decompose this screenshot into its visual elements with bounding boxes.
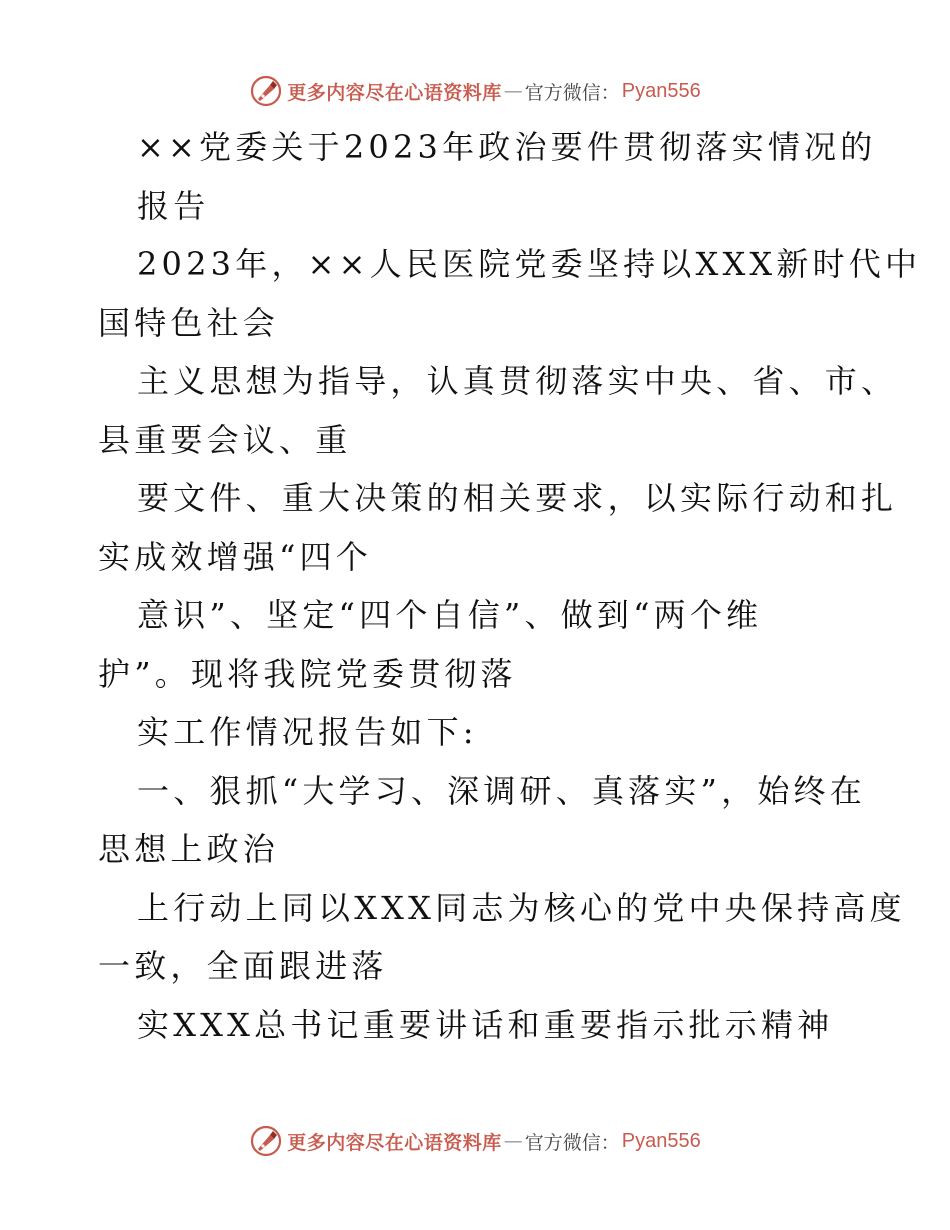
paragraph-line: 上行动上同以XXX同志为核心的党中央保持高度 [137,888,906,927]
paragraph-line: 实XXX总书记重要讲话和重要指示批示精神 [137,1005,834,1044]
paragraph-line: 国特色社会 [98,303,280,342]
section-heading-line: 一、狠抓“大学习、深调研、真落实”，始终在 [137,771,866,810]
watermark-brand-text: 更多内容尽在心语资料库 [287,1131,502,1154]
paragraph-line: 实工作情况报告如下: [137,713,478,751]
watermark-wechat-id: Pyan556 [621,1129,701,1152]
pen-nib-logo-icon [249,1124,283,1158]
paragraph-line: 护”。现将我院党委贯彻落 [98,654,517,693]
document-body [0,118,950,1054]
paragraph-line: 要文件、重大决策的相关要求，以实际行动和扎 [137,479,898,517]
watermark-official-label: 官方微信： [524,1131,620,1154]
section-heading-line: 思想上政治 [98,830,280,868]
pen-nib-logo-icon [249,74,283,108]
watermark-official-label: 官方微信： [524,81,620,104]
paragraph-line: 主义思想为指导，认真贯彻落实中央、省、市、 [137,362,898,400]
paragraph-line: 2023年，××人民医院党委坚持以XXX新时代中 [137,245,922,283]
document-title-line: 报告 [137,186,210,225]
watermark-wechat-id: Pyan556 [621,79,701,102]
footer-watermark [0,1121,950,1161]
paragraph-line: 县重要会议、重 [98,420,352,459]
watermark-brand-text: 更多内容尽在心语资料库 [287,81,502,104]
watermark-separator: — [503,1130,523,1152]
paragraph-line: 实成效增强“四个 [98,537,372,576]
paragraph-line: 一致，全面跟进落 [98,947,388,985]
document-title-line: ××党委关于2023年政治要件贯彻落实情况的 [137,128,877,166]
header-watermark [0,71,950,111]
watermark-separator: — [503,80,523,102]
paragraph-line: 意识”、坚定“四个自信”、做到“两个维 [137,596,763,634]
